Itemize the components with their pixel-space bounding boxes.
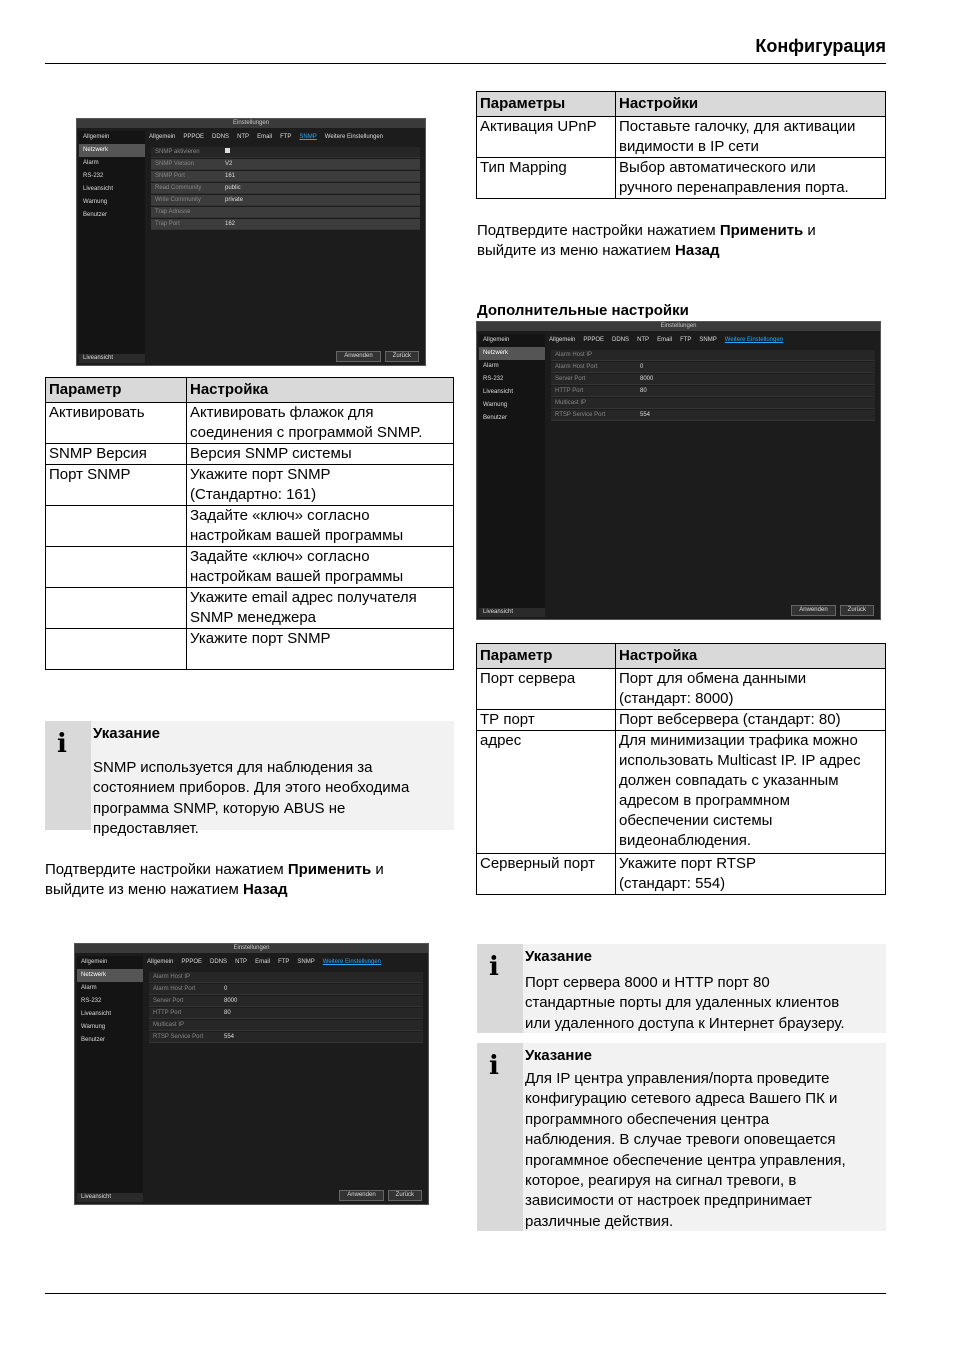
setting-label: Multicast IP [153,1022,185,1028]
info-icon: i [489,952,499,982]
advanced-settings-screenshot-right [476,321,881,620]
setting-line: Укажите порт SNMP [190,466,331,483]
setting-row[interactable] [149,1008,423,1019]
setting-label: HTTP Port [153,1010,182,1016]
setting-label: Alarm Host IP [555,352,593,358]
sidebar-item[interactable]: Allgemein [81,959,108,965]
setting-line: ручного перенаправления порта. [619,179,849,196]
setting-label: SNMP aktivieren [155,149,200,155]
setting-cell [616,710,886,731]
setting-cell [187,588,454,629]
tab[interactable]: PPPOE [583,337,605,343]
setting-line: Выбор автоматического или [619,159,816,176]
table-row [46,444,454,465]
tab[interactable]: FTP [278,959,290,965]
tab[interactable]: Weitere Einstellungen [724,337,784,343]
note-snmp [45,721,454,838]
sidebar-item[interactable]: Benutzer [83,212,108,218]
setting-label: RTSP Service Port [555,412,606,418]
tab-bar [149,132,422,143]
setting-label: Server Port [555,376,586,382]
back-button[interactable]: Zurück [840,605,874,616]
setting-label: Read Community [155,185,202,191]
setting-label: SNMP Port [155,173,185,179]
setting-line: должен совпадать с указанным [619,772,839,789]
sidebar-item-liveview[interactable]: Liveansicht [79,354,145,363]
table-row [477,669,886,710]
parameter-cell: Серверный порт [477,854,616,895]
setting-line: Версия SNMP системы [190,445,352,462]
setting-cell [616,854,886,895]
column-header: Настройка [187,378,454,403]
parameter-cell [46,506,187,547]
tab[interactable]: FTP [680,337,692,343]
setting-line: Укажите порт SNMP [190,630,331,647]
parameter-cell [46,547,187,588]
tab[interactable]: PPPOE [181,959,203,965]
setting-cell [616,158,886,199]
sidebar-item[interactable]: RS-232 [83,173,104,179]
setting-value[interactable]: 8000 [640,376,654,382]
tab[interactable]: Email [657,337,673,343]
setting-row[interactable] [551,350,875,361]
sidebar-item[interactable]: Netzwerk [479,347,545,360]
setting-cell [187,506,454,547]
checkbox-box[interactable] [225,148,230,153]
page-title: Конфигурация [755,36,886,56]
button-bar [332,351,419,362]
sidebar-item[interactable]: Alarm [81,985,97,991]
setting-cell [187,403,454,444]
tab-bar [549,335,877,346]
setting-line: использовать Multicast IP. IP адрес [619,752,861,769]
parameter-cell: Активировать [46,403,187,444]
parameter-cell [46,588,187,629]
setting-cell [187,444,454,465]
checkbox[interactable] [225,147,230,157]
settings-rows [151,147,420,231]
setting-line: соединения с программой SNMP. [190,424,423,441]
button-bar [335,1190,422,1201]
parameter-cell [46,629,187,670]
upnp-parameter-table [476,91,886,199]
tab[interactable]: SNMP [699,337,717,343]
sidebar-item[interactable]: Netzwerk [79,144,145,157]
setting-row[interactable] [551,410,875,421]
tab-bar [147,957,425,968]
setting-cell [187,547,454,588]
ports-parameter-table [476,643,886,895]
setting-line: Порт для обмена данными [619,670,807,687]
tab[interactable]: Weitere Einstellungen [322,959,382,965]
setting-line: SNMP менеджера [190,609,316,626]
setting-row[interactable] [151,171,420,182]
setting-row[interactable] [151,207,420,218]
setting-label: Trap Port [155,221,180,227]
setting-label: Server Port [153,998,184,1004]
setting-line: (стандарт: 554) [619,875,726,892]
setting-line: Задайте «ключ» согласно [190,548,370,565]
setting-value[interactable]: 161 [225,173,236,179]
tab[interactable]: NTP [237,134,250,140]
sidebar-item[interactable]: RS-232 [81,998,102,1004]
parameter-cell: SNMP Версия [46,444,187,465]
setting-row[interactable] [151,219,420,230]
setting-row[interactable] [149,1032,423,1043]
setting-value[interactable]: 0 [224,986,228,992]
setting-value[interactable]: 8000 [224,998,238,1004]
setting-line: Поставьте галочку, для активации [619,118,856,135]
tab[interactable]: PPPOE [183,134,205,140]
confirm-instruction-right: Подтвердите настройки нажатием Применить и выйдите из меню нажатием Назад [477,222,816,259]
table-row [477,854,886,895]
setting-value[interactable]: 162 [225,221,236,227]
sidebar [79,131,145,363]
window-title: Einstellungen [75,944,428,953]
window-title: Einstellungen [477,322,880,331]
sidebar-item-liveview[interactable]: Liveansicht [77,1193,143,1202]
setting-label: Multicast IP [555,400,587,406]
setting-row[interactable] [149,1020,423,1031]
parameter-cell: ТР порт [477,710,616,731]
setting-value[interactable]: 0 [640,364,644,370]
note-control-center [477,1043,886,1231]
parameter-cell: Тип Mapping [477,158,616,199]
table-row [477,731,886,854]
sidebar-item[interactable]: Liveansicht [81,1011,112,1017]
setting-value[interactable]: V2 [225,161,233,167]
tab[interactable]: Allgemein [549,337,576,343]
tab[interactable]: DDNS [612,337,630,343]
tab[interactable]: Allgemein [149,134,176,140]
setting-cell [616,117,886,158]
setting-line: Для минимизации трафика можно [619,732,858,749]
setting-line: видимости в IP сети [619,138,759,155]
setting-cell [187,629,454,670]
setting-label: Alarm Host IP [153,974,191,980]
table-row [46,629,454,670]
snmp-parameter-table [45,377,454,670]
setting-row[interactable] [149,984,423,995]
column-header: Параметр [46,378,187,403]
apply-button[interactable]: Anwenden [339,1190,383,1201]
sidebar [479,334,545,617]
table-row [46,403,454,444]
table-row [46,588,454,629]
sidebar-item[interactable]: RS-232 [483,376,504,382]
setting-cell [616,669,886,710]
sidebar-item[interactable]: Allgemein [483,337,510,343]
setting-line: Активировать флажок для [190,404,374,421]
parameter-cell: Порт SNMP [46,465,187,506]
setting-value[interactable]: 80 [640,388,647,394]
settings-rows [149,972,423,1044]
sidebar-item[interactable]: Benutzer [81,1037,106,1043]
setting-line: Задайте «ключ» согласно [190,507,370,524]
confirm-instruction-left: Подтвердите настройки нажатием Применить и выйдите из меню нажатием Назад [45,861,384,898]
setting-line: настройкам вашей программы [190,527,404,544]
setting-row[interactable] [551,386,875,397]
setting-value[interactable]: 554 [640,412,651,418]
note-body: Порт сервера 8000 и HTTP порт 80 стандартные порты для удаленных клиентов или удаленного доступа к Интернет браузеру. [525,974,845,1032]
tab[interactable]: Email [255,959,271,965]
button-bar [787,605,874,616]
setting-row[interactable] [551,362,875,373]
setting-label: Alarm Host Port [555,364,598,370]
window-title: Einstellungen [77,119,425,128]
setting-label: Trap Adresse [155,209,191,215]
setting-label: Write Community [155,197,201,203]
tab[interactable]: Email [257,134,273,140]
setting-label: Alarm Host Port [153,986,196,992]
setting-row[interactable] [551,374,875,385]
sidebar-item[interactable]: Benutzer [483,415,508,421]
table-row [477,710,886,731]
table-row [477,158,886,199]
sidebar-item[interactable]: Liveansicht [83,186,114,192]
setting-row[interactable] [551,398,875,409]
info-icon: i [489,1051,499,1081]
setting-value[interactable]: 554 [224,1034,235,1040]
note-body: Для IP центра управления/порта проведите конфигурацию сетевого адреса Вашего ПК и программного обеспечения центра наблюдения. В случае тревоги оповещается прогаммное обеспечение центра управления, которое, реагируя на сигнал тревоги, в зависимости от настроек предпринимает различные действия. [525,1070,846,1230]
tab[interactable]: DDNS [212,134,230,140]
sidebar-item[interactable]: Liveansicht [483,389,514,395]
column-header: Настройки [616,92,886,117]
header-rule [45,63,886,64]
tab[interactable]: SNMP [297,959,315,965]
sidebar-item-liveview[interactable]: Liveansicht [479,608,545,617]
setting-line: Укажите email адрес получателя [190,589,417,606]
tab[interactable]: Weitere Einstellungen [324,134,384,140]
setting-line: обеспечении системы [619,812,773,829]
setting-cell [616,731,886,854]
tab[interactable]: Allgemein [147,959,174,965]
apply-button[interactable]: Anwenden [791,605,835,616]
parameter-cell: Порт сервера [477,669,616,710]
advanced-settings-heading: Дополнительные настройки [477,302,689,319]
sidebar [77,956,143,1202]
setting-line: Порт вебсервера (стандарт: 80) [619,711,841,728]
tab[interactable]: SNMP [299,134,317,140]
tab[interactable]: NTP [235,959,248,965]
setting-label: SNMP Version [155,161,194,167]
settings-rows [551,350,875,422]
note-body: SNMP используется для наблюдения за состоянием приборов. Для этого необходима программа SNMP, которую ABUS не предоставляет. [93,759,410,838]
table-row [46,506,454,547]
setting-row[interactable] [151,147,420,158]
parameter-cell: Активация UPnP [477,117,616,158]
column-header: Параметр [477,644,616,669]
setting-row[interactable] [149,996,423,1007]
setting-value[interactable]: 80 [224,1010,231,1016]
tab[interactable]: FTP [280,134,292,140]
back-button[interactable]: Zurück [385,351,419,362]
setting-line: адресом в программном [619,792,790,809]
sidebar-item[interactable]: Alarm [483,363,499,369]
back-button[interactable]: Zurück [388,1190,422,1201]
table-row [46,465,454,506]
sidebar-item[interactable]: Allgemein [83,134,110,140]
apply-button[interactable]: Anwenden [336,351,380,362]
note-ports [477,944,886,1033]
tab[interactable]: NTP [637,337,650,343]
sidebar-item[interactable]: Warnung [483,402,508,408]
setting-row[interactable] [151,159,420,170]
footer-rule [45,1293,886,1294]
setting-label: RTSP Service Port [153,1034,204,1040]
setting-row[interactable] [151,183,420,194]
column-header: Параметры [477,92,616,117]
setting-line: видеонаблюдения. [619,832,752,849]
setting-value[interactable]: private [225,197,244,203]
column-header: Настройка [616,644,886,669]
setting-row[interactable] [149,972,423,983]
setting-line: (Стандартно: 161) [190,486,317,503]
setting-cell [187,465,454,506]
sidebar-item[interactable]: Warnung [81,1024,106,1030]
table-row [46,547,454,588]
setting-row[interactable] [151,195,420,206]
note-title: Указание [525,1047,593,1064]
setting-line: (стандарт: 8000) [619,690,734,707]
note-title: Указание [93,725,161,742]
setting-label: HTTP Port [555,388,584,394]
tab[interactable]: DDNS [210,959,228,965]
setting-line: Укажите порт RTSP [619,855,756,872]
setting-line: настройкам вашей программы [190,568,404,585]
parameter-cell: адрес [477,731,616,854]
advanced-settings-screenshot-left [74,943,429,1205]
snmp-settings-screenshot [76,118,426,366]
sidebar-item[interactable]: Alarm [83,160,99,166]
sidebar-item[interactable]: Warnung [83,199,108,205]
setting-value[interactable]: public [225,185,241,191]
table-row [477,117,886,158]
sidebar-item[interactable]: Netzwerk [77,969,143,982]
info-icon: i [57,729,67,759]
note-title: Указание [525,948,593,965]
